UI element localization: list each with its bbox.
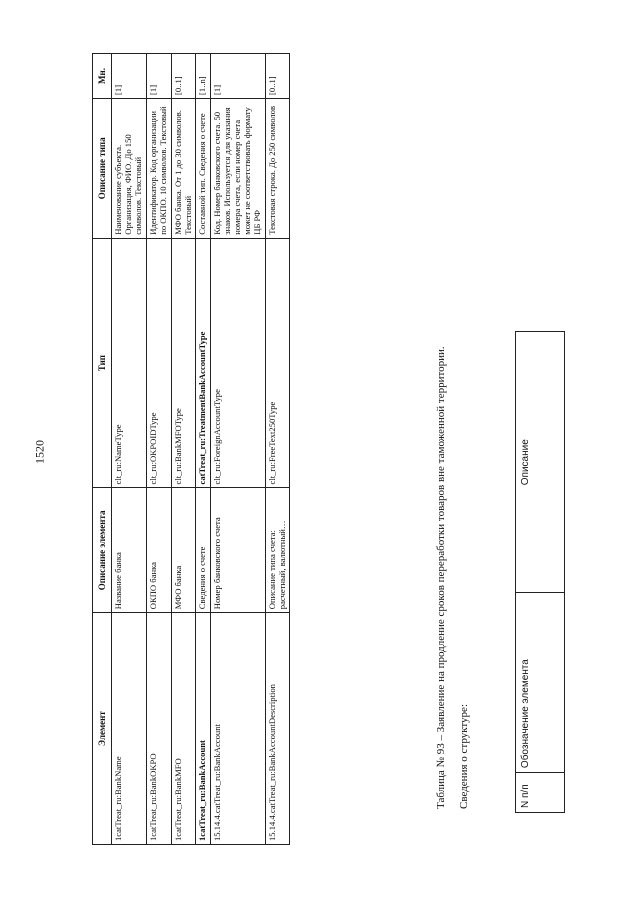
cell-multiplicity: [1..n]	[196, 54, 211, 99]
cell-type-description: Наименование субъекта. Организация, ФИО. До 150 символов. Текстовый	[112, 98, 147, 238]
element-name: catTreat_ru:BankAccount	[197, 740, 208, 837]
element-name: catTreat_ru:BankName	[113, 756, 124, 837]
element-table	[92, 53, 290, 845]
cell-multiplicity: [1]	[146, 54, 171, 99]
row-number: 15.14.4.	[266, 813, 277, 841]
structure-header-number: N п/п	[516, 773, 565, 813]
row-number: 15.14.4.	[212, 813, 223, 841]
element-name: catTreat_ru:BankAccountDescription	[266, 684, 277, 814]
structure-table	[515, 331, 565, 813]
cell-type-description: МФО банка. От 1 до 30 символов. Текстовый	[171, 98, 196, 238]
cell-type-description: Текстовая строка. До 250 символов	[265, 98, 290, 238]
cell-type: catTreat_ru:TreatmentBankAccountType	[196, 238, 211, 488]
cell-type-description: Идентификатор. Код организации по ОКПО. 10 символов. Текстовый	[146, 98, 171, 238]
element-name: catTreat_ru:BankAccount	[212, 724, 223, 814]
cell-element	[171, 613, 196, 845]
header-type-description: Описание типа	[93, 98, 112, 238]
table-row	[112, 54, 147, 845]
cell-multiplicity: [1]	[211, 54, 265, 99]
table-caption: Таблица № 93 – Заявление на продление сроков переработки товаров вне таможенной территории.	[435, 346, 447, 809]
row-number: 1	[172, 836, 183, 841]
cell-element	[211, 613, 265, 845]
table-header-row	[93, 54, 112, 845]
cell-multiplicity: [1]	[112, 54, 147, 99]
table-row	[265, 54, 290, 845]
structure-title: Сведения о структуре:	[458, 704, 470, 809]
table-row	[211, 54, 265, 845]
page-number: 1520	[32, 440, 47, 464]
cell-type: clt_ru:OKPOIDType	[146, 238, 171, 488]
cell-element-description: Сведения о счете	[196, 488, 211, 613]
cell-element-description: ОКПО банка	[146, 488, 171, 613]
cell-element-description: Описание типа счета: расчетный, валютный…	[265, 488, 290, 613]
table-row	[171, 54, 196, 845]
cell-element	[196, 613, 211, 845]
cell-element	[265, 613, 290, 845]
header-element: Элемент	[93, 613, 112, 845]
cell-element-description: МФО банка	[171, 488, 196, 613]
cell-element-description: Номер банковского счета	[211, 488, 265, 613]
cell-element-description: Название банка	[112, 488, 147, 613]
cell-type: clt_ru:FreeText250Type	[265, 238, 290, 488]
cell-type-description: Составной тип. Сведения о счете	[196, 98, 211, 238]
table-row	[146, 54, 171, 845]
cell-element	[112, 613, 147, 845]
header-multiplicity: Мн.	[93, 54, 112, 99]
row-number: 1	[197, 836, 208, 841]
structure-header-description: Описание	[516, 332, 565, 593]
row-number: 1	[113, 836, 124, 841]
cell-multiplicity: [0..1]	[171, 54, 196, 99]
header-element-description: Описание элемента	[93, 488, 112, 613]
element-name: catTreat_ru:BankMFO	[172, 758, 183, 837]
structure-header-row	[516, 332, 565, 813]
table-row	[196, 54, 211, 845]
cell-type-description: Код. Номер банковского счета. 50 знаков. Используется для указания номера счета, если номер счета может не соответствовать формату ЦБ РФ	[211, 98, 265, 238]
cell-type: clt_ru:BankMFOType	[171, 238, 196, 488]
structure-header-designation: Обозначение элемента	[516, 593, 565, 773]
row-number: 1	[147, 836, 158, 841]
cell-type: clt_ru:ForeignAccountType	[211, 238, 265, 488]
cell-multiplicity: [0..1]	[265, 54, 290, 99]
cell-type: clt_ru:NameType	[112, 238, 147, 488]
header-type: Тип	[93, 238, 112, 488]
cell-element	[146, 613, 171, 845]
element-name: catTreat_ru:BankOKPO	[147, 753, 158, 837]
